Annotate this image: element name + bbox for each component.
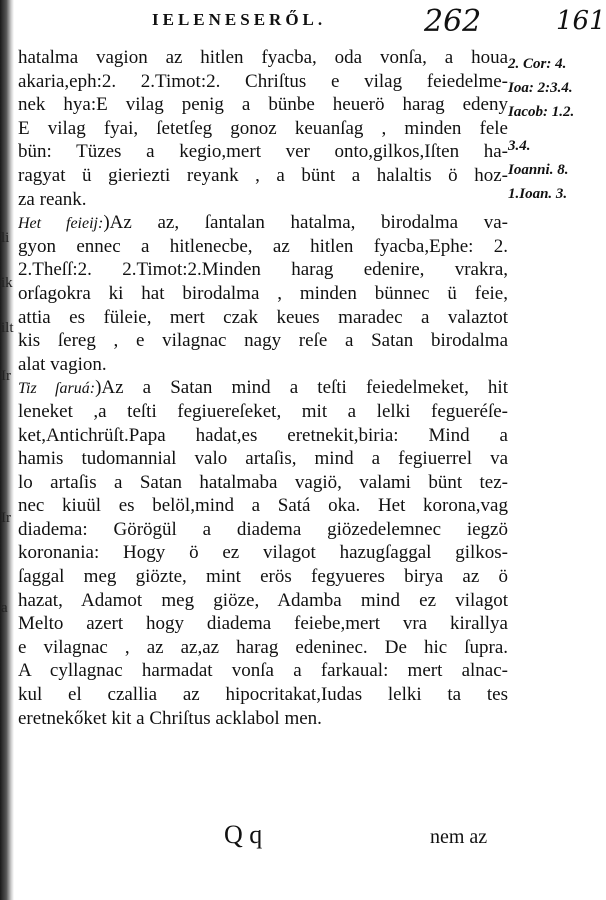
text-line — [18, 659, 508, 683]
body-text — [18, 46, 508, 730]
line-text: )Az az, ſantalan hatalma, birodalma va- — [103, 212, 508, 234]
line-text: alat vagion. — [18, 353, 107, 375]
line-text: ragyat ü gieriezti reyank , a bünt a halaltis ö hoz- — [18, 164, 508, 186]
text-line — [18, 353, 508, 377]
text-line — [18, 565, 508, 589]
page-header — [0, 2, 606, 42]
gutter-mark: Ir — [1, 510, 11, 526]
line-text: ſaggal meg giözte, mint erös fegyueres birya az ö — [18, 566, 508, 588]
line-text: hatalma vagion az hitlen fyacba, oda vonſa, a houa — [18, 47, 508, 68]
line-text: attia es füleie, mert czak keues maradec a valaztot — [18, 306, 508, 328]
signature-mark: Q q — [224, 820, 263, 849]
text-line — [18, 282, 508, 306]
text-line — [18, 636, 508, 660]
text-line — [18, 589, 508, 613]
line-text: E vilag fyai, ſetetſeg gonoz keuanſag , minden fele — [18, 117, 508, 139]
line-text: hamis tudomannial valo artaſis, mind a fegiuerrel va — [18, 448, 508, 470]
text-line — [18, 612, 508, 636]
line-text: )Az a Satan mind a teſti feiedelmeket, hit — [95, 377, 508, 399]
text-line — [18, 329, 508, 353]
text-line — [18, 400, 508, 424]
gutter-mark: li — [1, 230, 10, 246]
gutter-mark: ik — [1, 275, 13, 291]
text-line — [18, 707, 508, 731]
line-text: gyon ennec a hitlenecbe, az hitlen fyacba,Ephe: 2. — [18, 235, 508, 257]
text-line — [18, 306, 508, 330]
line-text: za reank. — [18, 188, 87, 210]
margin-reference: Ioanni. 8. — [508, 162, 569, 178]
binding-gutter — [0, 0, 14, 900]
line-text: akaria,eph:2. 2.Timot:2. Chriſtus e vilag feiedelme- — [18, 70, 508, 92]
margin-reference: 2. Cor: 4. — [508, 56, 567, 72]
line-text: lo artaſis a Satan hatalmaba vagiö, valami bünt tez- — [18, 471, 508, 493]
line-text: kis ſereg , e vilagnac nagy reſe a Satan birodalma — [18, 330, 508, 352]
text-line — [18, 117, 508, 141]
margin-reference: 3.4. — [508, 138, 531, 154]
line-text: diadema: Görögül a diadema giözedelemnec iegzö — [18, 518, 508, 540]
line-text: leneket ,a teſti fegiuereſeket, mit a lelki fegueréſe- — [18, 400, 508, 422]
gutter-mark: a — [1, 600, 8, 616]
running-title: IELENESERŐL. — [152, 10, 327, 29]
line-text: 2.Theſſ:2. 2.Timot:2.Minden harag edenire, vrakra, — [18, 259, 508, 281]
paragraph-label: Het feieij: — [18, 215, 104, 233]
text-line — [18, 188, 508, 212]
line-text: nec kiuül es belöl,mind a Satá oka. Het korona,vag — [18, 495, 508, 517]
text-line — [18, 376, 508, 400]
text-line — [18, 258, 508, 282]
line-text: eretnekőket kit a Chriſtus acklabol men. — [18, 707, 322, 729]
line-text: Melto azert hogy diadema feiebe,mert vra kirallya — [18, 613, 508, 635]
margin-reference: Iacob: 1.2. — [508, 104, 575, 120]
margin-reference: Ioa: 2:3.4. — [508, 80, 573, 96]
text-line — [18, 46, 508, 70]
text-line — [18, 494, 508, 518]
line-text: hazat, Adamot meg giöze, Adamba mind ez vilagot — [18, 589, 508, 611]
line-text: ket,Antichrüſt.Papa hadat,es eretnekit,biria: Mind a — [18, 424, 508, 446]
text-line — [18, 541, 508, 565]
margin-reference: 1.Ioan. 3. — [508, 186, 568, 202]
line-text: nek hya:E vilag penig a bünbe heuerö harag edeny — [18, 94, 508, 116]
line-text: A cyllagnac harmadat vonſa a farkaual: mert alnac- — [18, 660, 508, 682]
text-line — [18, 471, 508, 495]
line-text: orſagokra ki hat birodalma , minden bünnec ü feie, — [18, 282, 508, 304]
text-line — [18, 424, 508, 448]
line-text: e vilagnac , az az,az harag edeninec. De hic ſupra. — [18, 636, 508, 658]
page-number: 262 — [424, 4, 482, 39]
text-line — [18, 235, 508, 259]
text-line — [18, 93, 508, 117]
text-line — [18, 518, 508, 542]
gutter-mark: Ir — [1, 368, 11, 384]
line-text: bün: Tüzes a kegio,mert ver onto,gilkos,Iſten ha- — [18, 141, 508, 163]
text-line — [18, 70, 508, 94]
text-line — [18, 683, 508, 707]
gutter-mark: ilt — [1, 320, 14, 336]
paragraph-label: Tiz ſaruá: — [18, 380, 96, 398]
line-text: kul el czallia az hipocritakat,Iudas lelki ta tes — [18, 684, 508, 706]
text-line — [18, 140, 508, 164]
text-line — [18, 164, 508, 188]
folio-number: 161 — [556, 6, 606, 36]
line-text: koronania: Hogy ö ez vilagot hazugſaggal gilkos- — [18, 542, 508, 564]
page-footer — [0, 820, 606, 860]
text-line — [18, 211, 508, 235]
catchword: nem az — [430, 826, 488, 848]
text-line — [18, 447, 508, 471]
